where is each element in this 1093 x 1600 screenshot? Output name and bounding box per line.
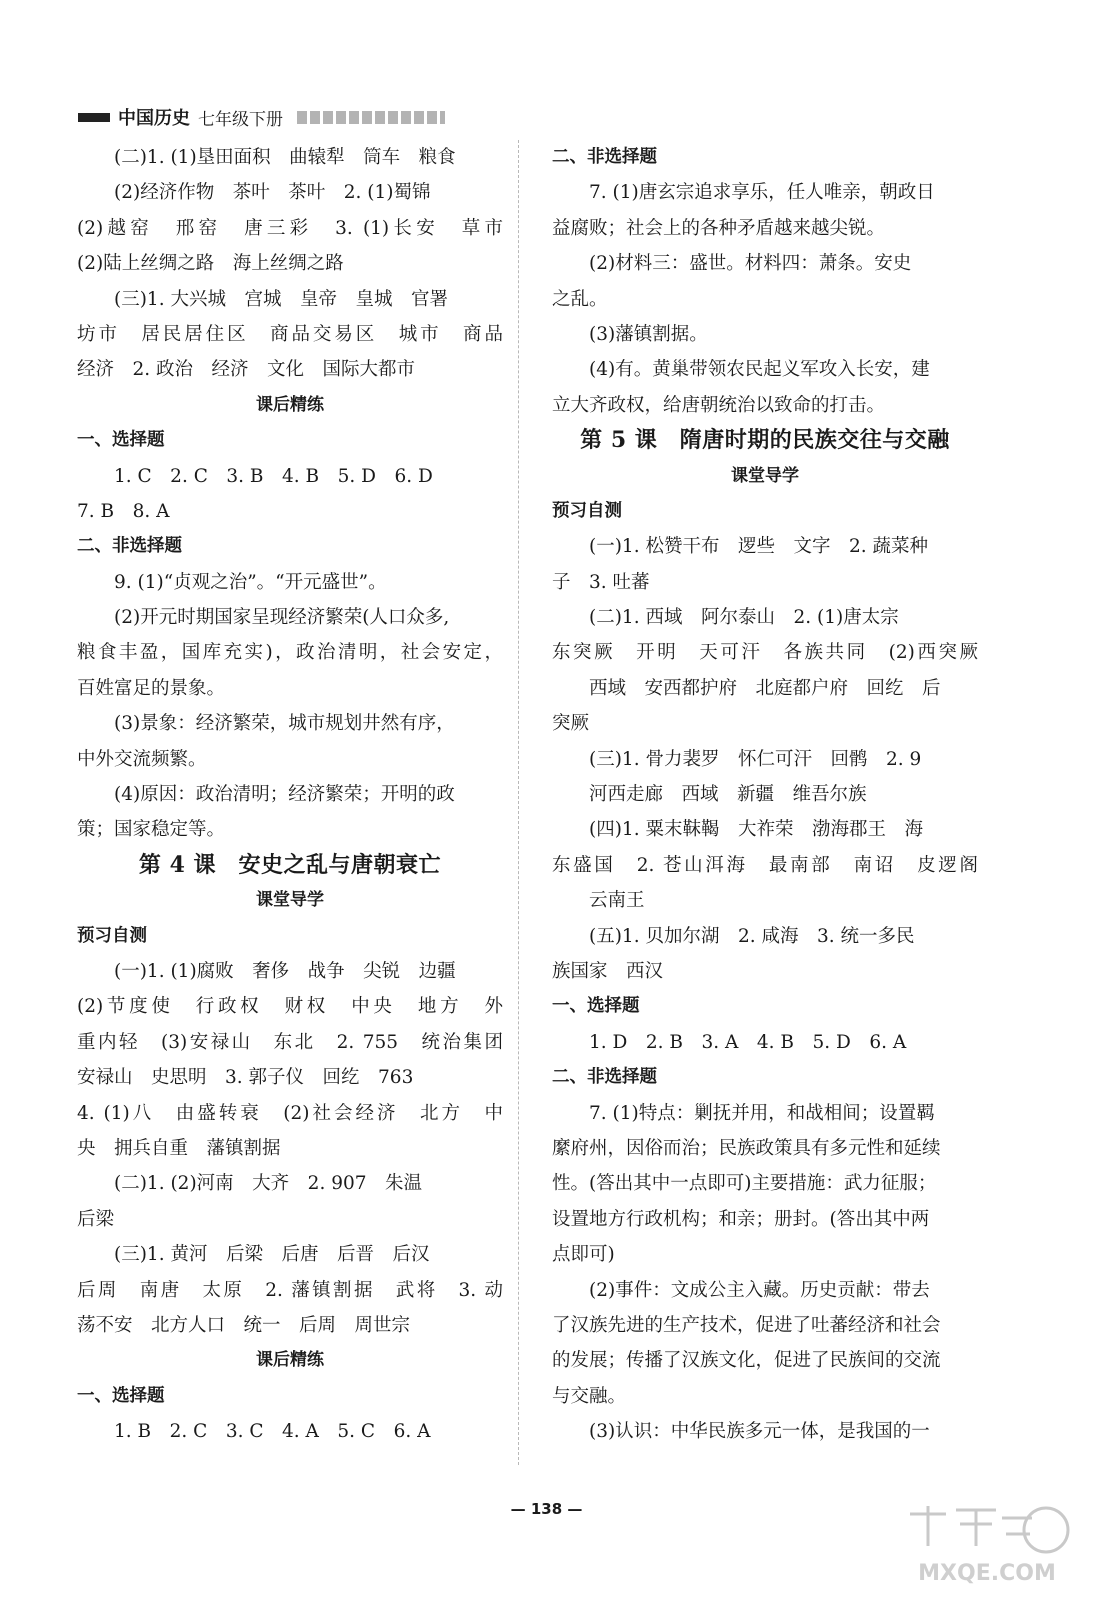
header-decoration bbox=[297, 111, 445, 124]
text-line: (2)经济作物 茶叶 茶叶 2. (1)蜀锦 bbox=[114, 182, 431, 204]
text-line: 策；国家稳定等。 bbox=[77, 819, 226, 841]
text-line: 设置地方行政机构；和亲；册封。(答出其中两 bbox=[552, 1208, 930, 1230]
subsection-heading: 预习自测 bbox=[77, 925, 147, 946]
text-line: (2)陆上丝绸之路 海上丝绸之路 bbox=[77, 253, 344, 275]
text-line: 7. (1)唐玄宗追求享乐，任人唯亲，朝政日 bbox=[589, 182, 935, 204]
text-line: 河西走廊 西域 新疆 维吾尔族 bbox=[589, 784, 867, 806]
text-line: 立大齐政权，给唐朝统治以致命的打击。 bbox=[552, 394, 886, 416]
column-divider bbox=[518, 140, 519, 1465]
grade-label: 七年级下册 bbox=[198, 109, 283, 130]
subsection-heading: 预习自测 bbox=[552, 500, 622, 521]
watermark-url: MXQE.COM bbox=[918, 1561, 1056, 1586]
text-line: 安禄山 史思明 3. 郭子仪 回纥 763 bbox=[77, 1067, 414, 1089]
section-heading: 课堂导学 bbox=[256, 890, 324, 911]
text-line: 点即可) bbox=[552, 1244, 615, 1266]
text-line: 重内轻 (3)安禄山 东北 2. 755 统治集团 bbox=[77, 1031, 503, 1053]
text-line: 突厥 bbox=[552, 713, 590, 735]
text-line: 1. C 2. C 3. B 4. B 5. D 6. D bbox=[114, 465, 433, 487]
text-line: (三)1. 黄河 后梁 后唐 后晋 后汉 bbox=[114, 1244, 430, 1266]
text-line: 1. D 2. B 3. A 4. B 5. D 6. A bbox=[589, 1031, 907, 1053]
lesson-title: 第 5 课 隋唐时期的民族交往与交融 bbox=[580, 427, 950, 454]
text-line: 9. (1)“贞观之治”。“开元盛世”。 bbox=[114, 571, 387, 593]
text-line: 央 拥兵自重 藩镇割据 bbox=[77, 1137, 281, 1159]
text-line: (2)越窑 邢窑 唐三彩 3. (1)长安 草市 bbox=[77, 217, 503, 239]
page-number: — 138 — bbox=[510, 1500, 583, 1518]
text-line: 东盛国 2. 苍山洱海 最南部 南诏 皮逻阁 bbox=[552, 854, 978, 876]
text-line: (四)1. 粟末靺鞨 大祚荣 渤海郡王 海 bbox=[589, 819, 923, 841]
watermark-logo bbox=[898, 1500, 1076, 1590]
left-column bbox=[77, 140, 503, 1449]
text-line: 粮食丰盈，国库充实)，政治清明，社会安定， bbox=[77, 642, 503, 664]
text-line: (二)1. (2)河南 大齐 2. 907 朱温 bbox=[114, 1173, 423, 1195]
text-line: (2)节度使 行政权 财权 中央 地方 外 bbox=[77, 996, 503, 1018]
text-line: (2)材料三：盛世。材料四：萧条。安史 bbox=[589, 253, 912, 275]
text-line: 7. (1)特点：剿抚并用，和战相间；设置羁 bbox=[589, 1102, 935, 1124]
subsection-heading: 二、非选择题 bbox=[552, 147, 657, 167]
text-line: 了汉族先进的生产技术，促进了吐蕃经济和社会 bbox=[552, 1314, 941, 1336]
text-line: (二)1. 西域 阿尔泰山 2. (1)唐太宗 bbox=[589, 607, 899, 629]
text-line: 益腐败；社会上的各种矛盾越来越尖锐。 bbox=[552, 217, 886, 239]
subsection-heading: 一、选择题 bbox=[77, 430, 165, 451]
text-line: 4. (1)八 由盛转衰 (2)社会经济 北方 中 bbox=[77, 1102, 503, 1124]
text-line: (2)开元时期国家呈现经济繁荣(人口众多, bbox=[114, 607, 450, 629]
subsection-heading: 二、非选择题 bbox=[552, 1067, 657, 1088]
text-line: (一)1. (1)腐败 奢侈 战争 尖锐 边疆 bbox=[114, 960, 456, 982]
text-line: (三)1. 大兴城 宫城 皇帝 皇城 官署 bbox=[114, 288, 448, 310]
text-line: 1. B 2. C 3. C 4. A 5. C 6. A bbox=[114, 1421, 431, 1443]
text-line: 性。(答出其中一点即可)主要措施：武力征服； bbox=[552, 1173, 937, 1195]
text-line: (2)事件：文成公主入藏。历史贡献：带去 bbox=[589, 1279, 930, 1301]
text-line: 西域 安西都护府 北庭都户府 回纥 后 bbox=[589, 677, 941, 699]
subsection-heading: 二、非选择题 bbox=[77, 536, 182, 557]
right-column bbox=[552, 140, 978, 1449]
subsection-heading: 一、选择题 bbox=[77, 1385, 165, 1406]
text-line: 百姓富足的景象。 bbox=[77, 677, 226, 699]
text-line: 与交融。 bbox=[552, 1385, 627, 1407]
lesson-title: 第 4 课 安史之乱与唐朝衰亡 bbox=[138, 851, 442, 878]
text-line: (3)藩镇割据。 bbox=[589, 323, 708, 345]
section-heading: 课堂导学 bbox=[731, 465, 799, 486]
text-line: 坊市 居民居住区 商品交易区 城市 商品 bbox=[77, 323, 503, 345]
header-bar-mark bbox=[78, 113, 110, 122]
text-line: 縻府州，因俗而治；民族政策具有多元性和延续 bbox=[552, 1137, 941, 1159]
text-line: 经济 2. 政治 经济 文化 国际大都市 bbox=[77, 359, 416, 381]
text-line: (三)1. 骨力裴罗 怀仁可汗 回鹘 2. 9 bbox=[589, 748, 922, 770]
text-line: (3)景象：经济繁荣，城市规划井然有序， bbox=[114, 713, 455, 735]
text-line: 的发展；传播了汉族文化，促进了民族间的交流 bbox=[552, 1350, 941, 1372]
book-title: 中国历史 bbox=[118, 108, 190, 129]
text-line: (二)1. (1)垦田面积 曲辕犁 筒车 粮食 bbox=[114, 147, 456, 168]
text-line: (五)1. 贝加尔湖 2. 咸海 3. 统一多民 bbox=[589, 925, 915, 947]
text-line: 后梁 bbox=[77, 1208, 115, 1230]
text-line: 东突厥 开明 天可汗 各族共同 (2)西突厥 bbox=[552, 642, 978, 664]
text-line: 族国家 西汉 bbox=[552, 960, 664, 982]
section-heading: 课后精练 bbox=[256, 394, 324, 415]
text-line: 云南王 bbox=[589, 890, 645, 912]
text-line: (一)1. 松赞干布 逻些 文字 2. 蔬菜种 bbox=[589, 536, 928, 558]
section-heading: 课后精练 bbox=[256, 1350, 324, 1371]
text-line: (4)原因：政治清明；经济繁荣；开明的政 bbox=[114, 784, 455, 806]
text-line: 中外交流频繁。 bbox=[77, 748, 207, 770]
running-header bbox=[78, 104, 445, 130]
text-line: 后周 南唐 太原 2. 藩镇割据 武将 3. 动 bbox=[77, 1279, 503, 1301]
text-line: 之乱。 bbox=[552, 288, 608, 310]
text-line: (4)有。黄巢带领农民起义军攻入长安，建 bbox=[589, 359, 930, 381]
text-line: 荡不安 北方人口 统一 后周 周世宗 bbox=[77, 1314, 411, 1336]
text-line: 子 3. 吐蕃 bbox=[552, 571, 650, 593]
text-line: (3)认识：中华民族多元一体，是我国的一 bbox=[589, 1421, 930, 1443]
subsection-heading: 一、选择题 bbox=[552, 996, 640, 1017]
text-line: 7. B 8. A bbox=[77, 500, 170, 522]
